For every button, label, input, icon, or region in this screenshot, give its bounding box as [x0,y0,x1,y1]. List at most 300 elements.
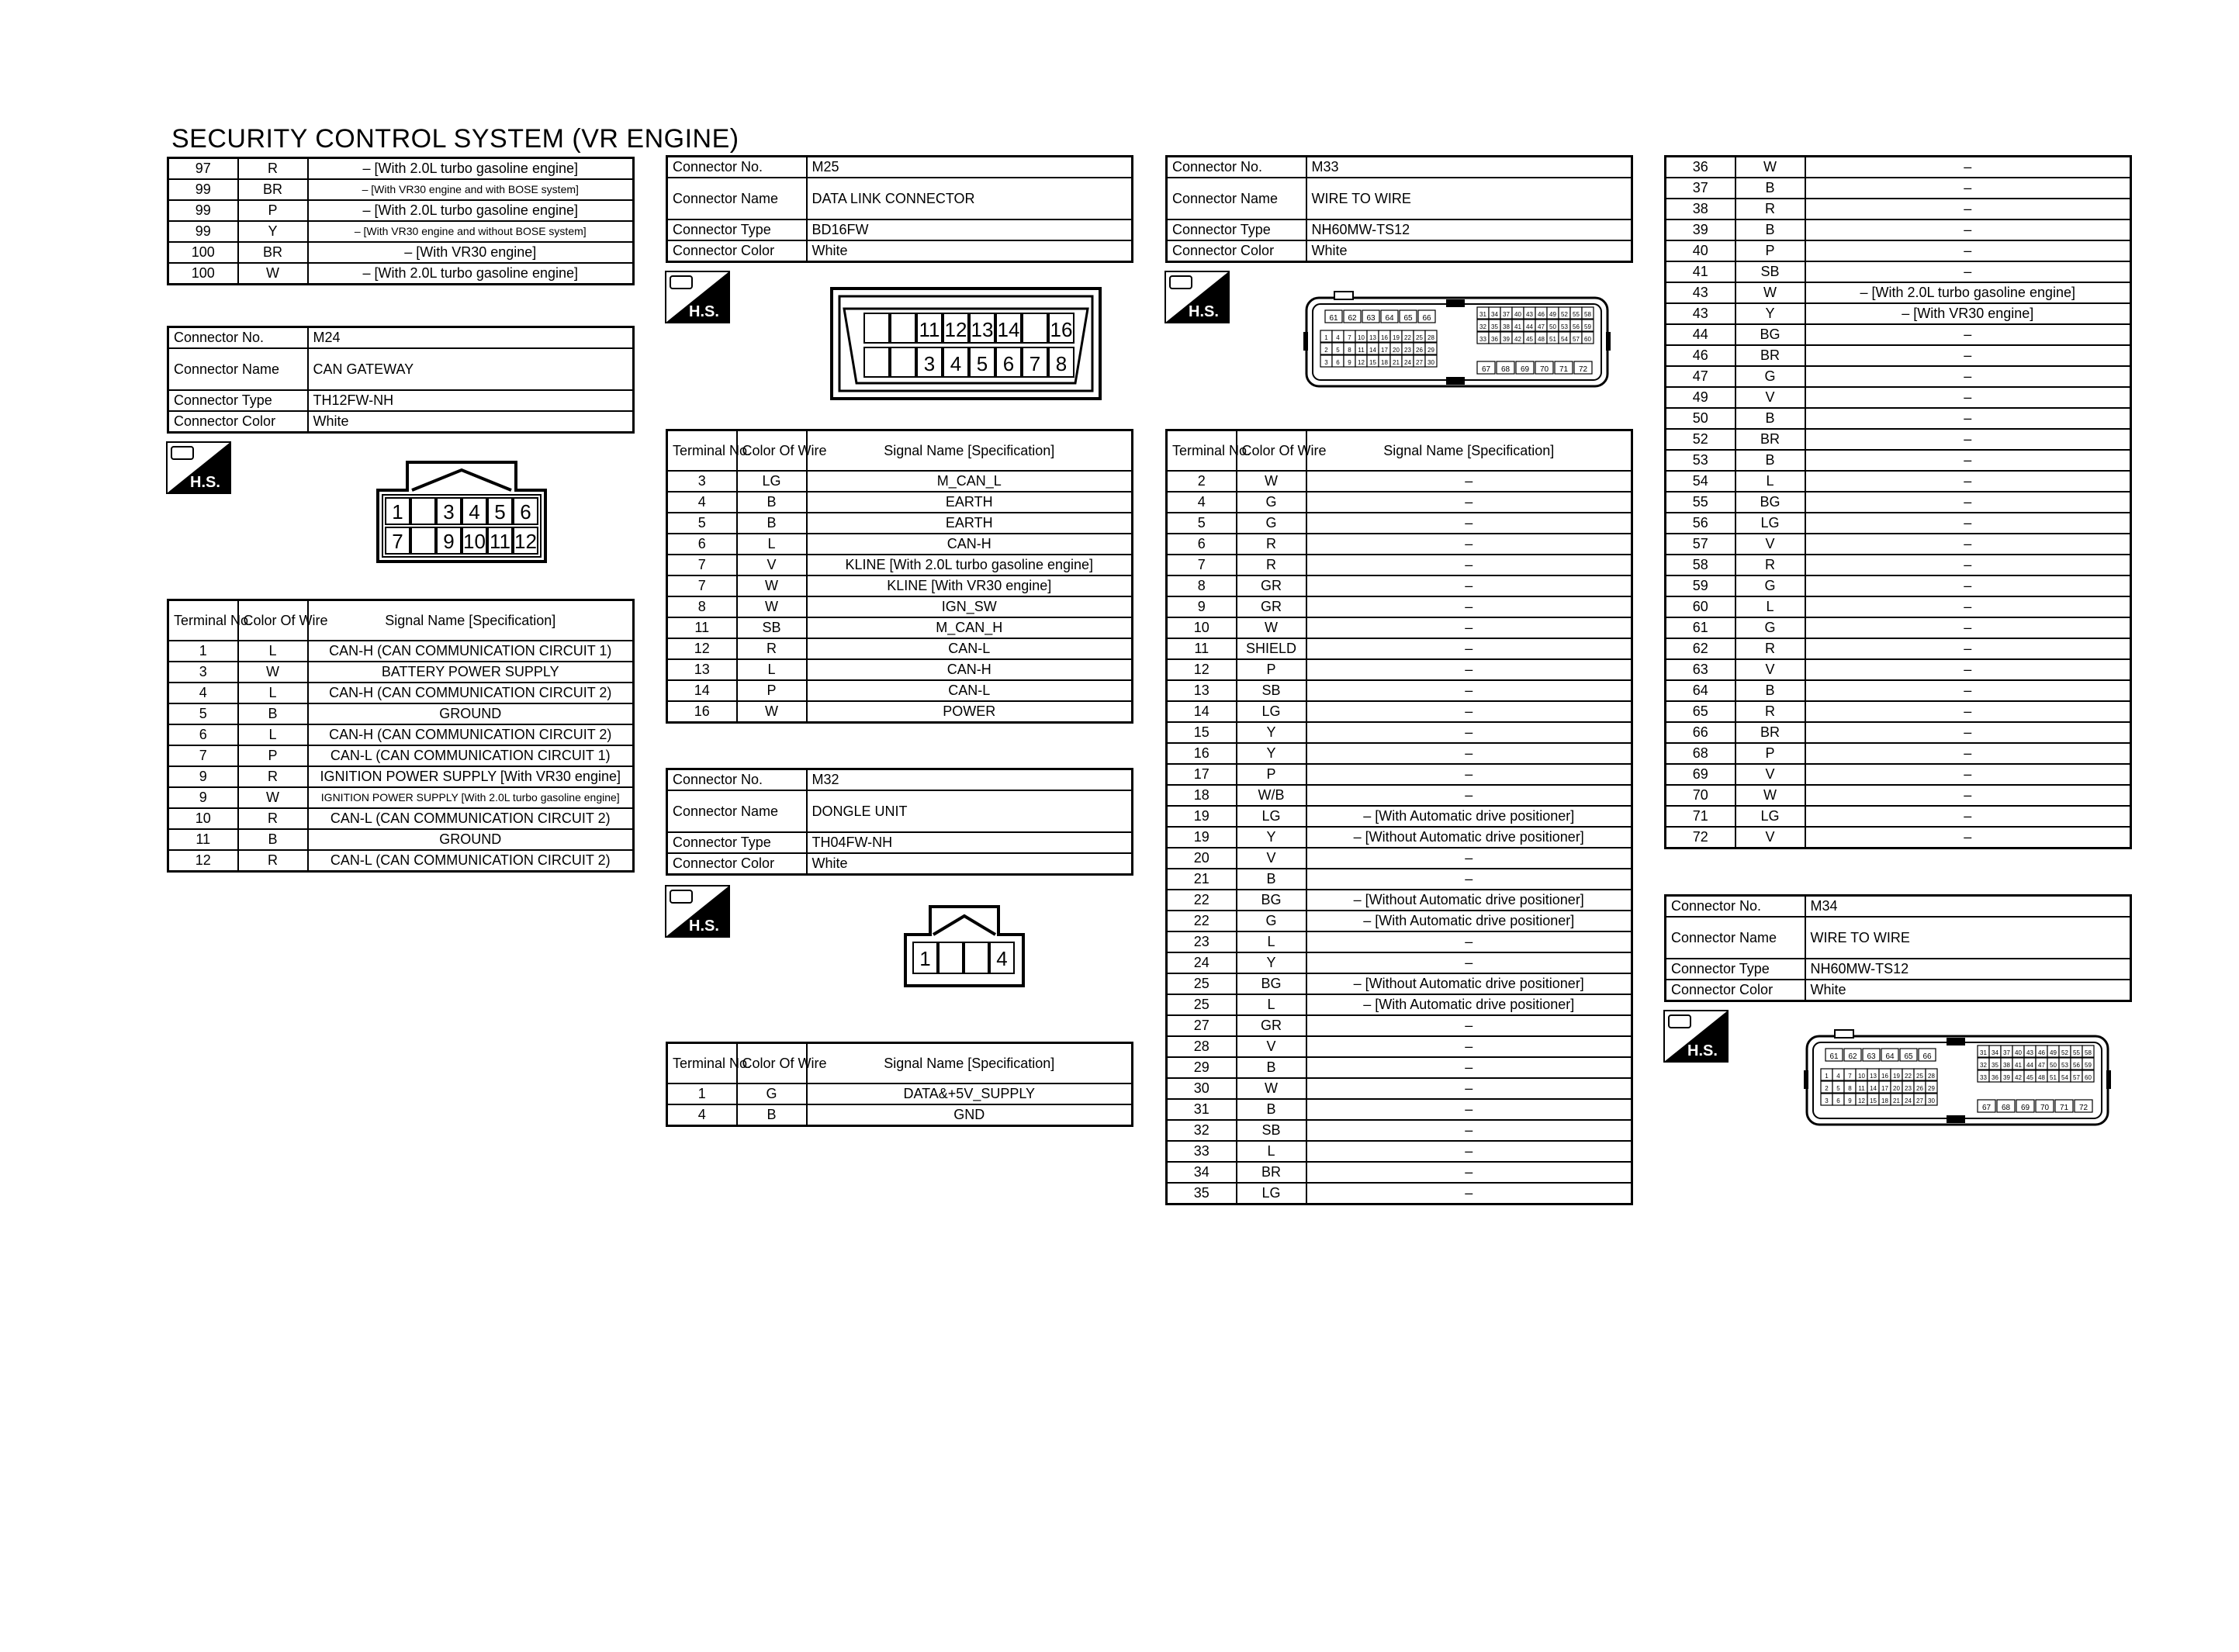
pin-label: 49 [2050,1049,2057,1056]
terminal-no-cell: 12 [168,850,238,872]
table-row [1666,366,2131,387]
wire-color-cell: R [1735,555,1805,575]
signal-name-cell: – [1306,1120,1632,1141]
pin-label: 3 [443,500,455,524]
terminal-no-cell: 6 [667,534,737,555]
pin-label: 67 [1481,365,1491,374]
signal-name-cell: – [1805,345,2131,366]
pin-label: 71 [1559,365,1569,374]
wire-color-cell: LG [1237,806,1306,827]
m34-connector-name: WIRE TO WIRE [1805,917,2131,959]
terminal-no-cell: 71 [1666,806,1735,827]
pin-label: 53 [2061,1062,2068,1069]
pin-label: 16 [1050,318,1073,341]
pin-label: 48 [2038,1074,2045,1081]
signal-name-cell: – [With VR30 engine and with BOSE system] [308,179,634,200]
signal-name-cell: – [With 2.0L turbo gasoline engine] [308,263,634,285]
pin-label: 66 [1922,1052,1932,1061]
connector-type-label: Connector Type [667,219,807,240]
terminal-no-cell: 64 [1666,680,1735,701]
signal-name-cell: – [With 2.0L turbo gasoline engine] [1805,282,2131,303]
table-row [1666,492,2131,513]
pin-label: 13 [971,318,994,341]
signal-name-cell: CAN-L [807,638,1133,659]
pin-label: 7 [1029,352,1041,375]
pin-cell [964,942,988,973]
pin-label: 40 [2015,1049,2022,1056]
table-row [1666,282,2131,303]
pin-label: 26 [1916,1085,1923,1092]
m34-connector-no: M34 [1805,896,2131,918]
terminal-no-cell: 34 [1167,1162,1237,1183]
harness-side-badge [1165,271,1229,323]
signal-name-header: Signal Name [Specification] [1306,430,1632,472]
table-row [168,263,634,285]
pin-label: 28 [1928,1073,1935,1080]
signal-name-header: Signal Name [Specification] [308,600,634,641]
connector-color-label: Connector Color [667,853,807,875]
terminal-no-cell: 70 [1666,785,1735,806]
wire-color-cell: B [1735,178,1805,199]
signal-name-cell: – [1805,178,2131,199]
pin-label: 23 [1404,347,1411,354]
pin-label: 21 [1393,359,1400,366]
wire-color-cell: B [1237,869,1306,890]
pin-label: 42 [2015,1074,2022,1081]
connector-color-label: Connector Color [1666,980,1805,1001]
wire-color-cell: G [1735,366,1805,387]
pin-label: 8 [1848,1085,1852,1092]
pin-label: 49 [1549,311,1556,318]
pin-label: 12 [944,318,967,341]
pin-label: 11 [919,318,940,341]
table-row [168,808,634,829]
signal-name-cell: CAN-L (CAN COMMUNICATION CIRCUIT 2) [308,850,634,872]
table-row [1167,1078,1632,1099]
pin-label: 22 [1404,334,1411,341]
wire-color-cell: Y [1735,303,1805,324]
pin-label: 68 [2001,1104,2011,1112]
terminal-no-cell: 24 [1167,952,1237,973]
table-row [168,158,634,180]
terminal-no-cell: 57 [1666,534,1735,555]
signal-name-cell: – [1306,1078,1632,1099]
harness-side-badge [167,442,230,493]
signal-name-cell: – [1805,387,2131,408]
connector-no-label: Connector No. [667,157,807,178]
pin-cell [891,313,915,343]
wire-color-cell: BG [1735,324,1805,345]
pin-label: 70 [2040,1104,2050,1112]
table-row [1666,303,2131,324]
pin-label: 6 [1336,359,1340,366]
pin-label: 4 [950,352,962,375]
wire-color-cell: GR [1237,575,1306,596]
pin-label: 60 [1584,336,1591,343]
signal-name-cell: CAN-H [807,659,1133,680]
wire-color-cell: W/B [1237,785,1306,806]
table-row [168,662,634,683]
signal-name-cell: – [1306,638,1632,659]
terminal-no-cell: 100 [168,263,238,285]
wire-color-cell: BG [1237,973,1306,994]
pin-label: 30 [1928,1097,1935,1104]
m33-continuation-table [1664,155,2132,849]
signal-name-cell: EARTH [807,492,1133,513]
table-row [667,659,1133,680]
signal-name-cell: M_CAN_H [807,617,1133,638]
pin-label: 54 [2061,1074,2068,1081]
signal-name-cell: CAN-H (CAN COMMUNICATION CIRCUIT 1) [308,641,634,662]
pin-label: 72 [2078,1104,2088,1112]
terminal-no-cell: 23 [1167,931,1237,952]
connector-name-label: Connector Name [1167,178,1306,219]
pin-label: 61 [1329,314,1338,323]
pin-label: 57 [1573,336,1580,343]
wire-color-cell: B [737,1104,807,1126]
signal-name-cell: – [1805,324,2131,345]
wire-color-cell: L [737,659,807,680]
m24-terminal-table [167,599,635,873]
table-row [168,787,634,808]
pin-label: 14 [997,318,1020,341]
table-row [1666,513,2131,534]
pin-label: 55 [2073,1049,2080,1056]
pin-label: 9 [443,530,455,553]
terminal-no-cell: 11 [1167,638,1237,659]
terminal-no-cell: 37 [1666,178,1735,199]
pin-label: 64 [1885,1052,1895,1061]
terminal-no-cell: 22 [1167,890,1237,911]
pin-label: 10 [1358,334,1365,341]
pin-label: 6 [1836,1097,1840,1104]
signal-name-cell: – [1306,575,1632,596]
table-row [168,850,634,872]
pin-label: 12 [1858,1097,1865,1104]
wire-color-cell: W [737,596,807,617]
terminal-no-cell: 99 [168,221,238,242]
pin-label: 61 [1829,1052,1839,1061]
terminal-no-cell: 27 [1167,1015,1237,1036]
terminal-no-cell: 62 [1666,638,1735,659]
terminal-no-cell: 13 [667,659,737,680]
wire-color-cell: Y [238,221,308,242]
terminal-no-cell: 7 [168,745,238,766]
pin-label: 5 [1836,1085,1840,1092]
wire-color-cell: R [1735,701,1805,722]
pin-label: 44 [2026,1062,2033,1069]
wire-color-cell: R [1735,638,1805,659]
signal-name-cell: – [1805,429,2131,450]
pin-label: 7 [1348,334,1351,341]
connector-color-label: Connector Color [667,240,807,262]
terminal-no-cell: 4 [667,1104,737,1126]
pin-label: 71 [2059,1104,2069,1112]
wire-color-cell: B [1735,680,1805,701]
terminal-no-cell: 4 [168,683,238,703]
signal-name-header: Signal Name [Specification] [807,430,1133,472]
terminal-no-cell: 29 [1167,1057,1237,1078]
table-row [1167,890,1632,911]
table-row [168,221,634,242]
table-row [1666,534,2131,555]
signal-name-cell: CAN-H (CAN COMMUNICATION CIRCUIT 2) [308,724,634,745]
wire-color-cell: R [238,158,308,180]
pin-label: 10 [1858,1073,1865,1080]
signal-name-cell: – [1805,806,2131,827]
pin-label: 20 [1393,347,1400,354]
m32-connector-face [902,904,1026,989]
pin-label: 1 [919,947,931,970]
terminal-no-header: Terminal No. [667,430,737,472]
pin-label: 1 [1825,1073,1829,1080]
terminal-no-cell: 41 [1666,261,1735,282]
wire-color-cell: P [737,680,807,701]
table-row [667,575,1133,596]
wire-color-cell: L [1237,931,1306,952]
table-row [1666,806,2131,827]
table-row [1666,157,2131,178]
pin-label: 4 [996,947,1008,970]
table-row [168,829,634,850]
terminal-no-cell: 46 [1666,345,1735,366]
terminal-no-cell: 4 [667,492,737,513]
wire-color-cell: L [1735,596,1805,617]
signal-name-cell: – [1805,261,2131,282]
terminal-no-cell: 50 [1666,408,1735,429]
pin-label: 69 [1520,365,1530,374]
table-row [1666,555,2131,575]
signal-name-cell: – [With VR30 engine and without BOSE system] [308,221,634,242]
pin-label: 36 [1992,1074,1998,1081]
terminal-no-cell: 47 [1666,366,1735,387]
wire-color-cell: G [1237,513,1306,534]
signal-name-cell: – [1805,764,2131,785]
signal-name-cell: – [1306,1183,1632,1204]
pin-label: 44 [1526,323,1533,330]
signal-name-cell: – [1805,555,2131,575]
m34-connector-face [1804,1030,2114,1131]
terminal-no-cell: 7 [667,555,737,575]
table-row [1167,471,1632,492]
pin-label: 7 [392,530,403,553]
signal-name-cell: GROUND [308,829,634,850]
table-row [168,703,634,724]
signal-name-cell: – [With VR30 engine] [1805,303,2131,324]
wire-color-cell: L [238,641,308,662]
wire-color-cell: G [737,1083,807,1104]
table-row [1167,701,1632,722]
table-row [1666,324,2131,345]
terminal-no-cell: 31 [1167,1099,1237,1120]
wire-color-cell: P [1237,764,1306,785]
m25-connector-no: M25 [807,157,1133,178]
table-row [1666,450,2131,471]
pin-label: 3 [1324,359,1328,366]
pin-label: 7 [1848,1073,1852,1080]
pin-label: 37 [2003,1049,2010,1056]
table-row [1167,722,1632,743]
table-row [1167,911,1632,931]
table-row [667,555,1133,575]
wire-color-cell: G [1237,492,1306,513]
signal-name-cell: BATTERY POWER SUPPLY [308,662,634,683]
pin-label: 50 [1549,323,1556,330]
connector-name-label: Connector Name [667,790,807,832]
terminal-no-cell: 21 [1167,869,1237,890]
pin-label: 10 [463,530,486,553]
connector-type-label: Connector Type [1666,959,1805,980]
signal-name-cell: – [1805,680,2131,701]
signal-name-cell: – [1306,722,1632,743]
pin-label: 34 [1491,311,1498,318]
terminal-no-cell: 2 [1167,471,1237,492]
signal-name-cell: – [1805,659,2131,680]
pin-label: 17 [1381,347,1388,354]
table-row [168,200,634,221]
pin-label: 54 [1561,336,1568,343]
table-row [168,766,634,787]
pin-label: 2 [1825,1085,1829,1092]
wire-color-cell: W [238,787,308,808]
table-row [1666,722,2131,743]
signal-name-cell: KLINE [With 2.0L turbo gasoline engine] [807,555,1133,575]
terminal-no-cell: 28 [1167,1036,1237,1057]
m24-connector-color: White [308,411,634,433]
pin-label: 42 [1514,336,1521,343]
pin-label: 15 [1369,359,1376,366]
wire-color-cell: B [1735,219,1805,240]
table-row [1167,743,1632,764]
table-row [1666,261,2131,282]
wire-color-cell: L [1237,1141,1306,1162]
wire-color-cell: B [238,829,308,850]
wire-color-cell: W [1237,471,1306,492]
signal-name-cell: – [1805,240,2131,261]
pin-label: 9 [1348,359,1351,366]
connector-color-label: Connector Color [168,411,308,433]
m33-terminal-table [1165,429,1633,1205]
pin-label: 29 [1928,1085,1935,1092]
pin-label: 51 [1549,336,1556,343]
wire-color-cell: BR [1735,722,1805,743]
m34-info-table [1664,894,2132,1002]
table-row [1167,1057,1632,1078]
signal-name-header: Signal Name [Specification] [807,1043,1133,1084]
signal-name-cell: – [Without Automatic drive positioner] [1306,973,1632,994]
wire-color-cell: R [737,638,807,659]
pin-label: 70 [1539,365,1549,374]
terminal-no-cell: 35 [1167,1183,1237,1204]
terminal-no-cell: 16 [667,701,737,723]
m25-connector-type: BD16FW [807,219,1133,240]
table-row [1666,785,2131,806]
table-row [168,745,634,766]
signal-name-cell: – [1306,659,1632,680]
terminal-no-cell: 17 [1167,764,1237,785]
wire-color-cell: R [1237,534,1306,555]
table-row [1666,575,2131,596]
pin-label: 41 [2015,1062,2022,1069]
table-row [168,242,634,263]
table-row [667,1104,1133,1126]
wire-color-cell: G [1735,617,1805,638]
pin-label: 27 [1416,359,1423,366]
wire-color-cell: P [1735,240,1805,261]
table-row [168,724,634,745]
table-row [1167,492,1632,513]
wire-color-cell: R [238,766,308,787]
table-row [1666,659,2131,680]
table-row [1167,555,1632,575]
connector-no-label: Connector No. [168,327,308,349]
table-row [1167,1015,1632,1036]
color-of-wire-header: Color Of Wire [737,1043,807,1084]
signal-name-cell: IGNITION POWER SUPPLY [With VR30 engine] [308,766,634,787]
pin-label: 43 [2026,1049,2033,1056]
signal-name-cell: – [1805,408,2131,429]
pin-label: 46 [2038,1049,2045,1056]
wire-color-cell: LG [1735,513,1805,534]
terminal-no-cell: 1 [168,641,238,662]
table-row [168,179,634,200]
terminal-no-cell: 13 [1167,680,1237,701]
wire-color-cell: BR [238,179,308,200]
m25-terminal-table [666,429,1133,724]
pin-cell [864,313,889,343]
signal-name-cell: – [1306,1099,1632,1120]
pin-label: 6 [1002,352,1015,375]
table-row [168,683,634,703]
signal-name-cell: – [1805,157,2131,178]
signal-name-cell: IGN_SW [807,596,1133,617]
signal-name-cell: – [1306,869,1632,890]
pin-label: 52 [2061,1049,2068,1056]
wire-color-cell: V [737,555,807,575]
table-row [667,492,1133,513]
terminal-no-cell: 14 [667,680,737,701]
wire-color-cell: Y [1237,722,1306,743]
signal-name-cell: – [1306,848,1632,869]
terminal-no-cell: 43 [1666,282,1735,303]
harness-side-badge [666,271,729,323]
pin-label: 65 [1904,1052,1913,1061]
table-row [1167,617,1632,638]
wire-color-cell: Y [1237,952,1306,973]
table-row [667,617,1133,638]
signal-name-cell: – [1306,471,1632,492]
pin-label: 51 [2050,1074,2057,1081]
signal-name-cell: CAN-H [807,534,1133,555]
terminal-no-cell: 5 [1167,513,1237,534]
signal-name-cell: – [With Automatic drive positioner] [1306,806,1632,827]
pin-label: 50 [2050,1062,2057,1069]
terminal-no-cell: 16 [1167,743,1237,764]
pin-label: 24 [1404,359,1411,366]
table-row [1666,617,2131,638]
signal-name-cell: – [1805,827,2131,848]
terminal-no-cell: 15 [1167,722,1237,743]
m32-connector-type: TH04FW-NH [807,832,1133,853]
connector-color-label: Connector Color [1167,240,1306,262]
pin-label: 67 [1981,1104,1992,1112]
table-row [1167,1120,1632,1141]
table-row [1167,848,1632,869]
pin-cell [864,347,889,377]
pin-label: 15 [1870,1097,1877,1104]
m32-info-table [666,768,1133,876]
terminal-no-cell: 49 [1666,387,1735,408]
